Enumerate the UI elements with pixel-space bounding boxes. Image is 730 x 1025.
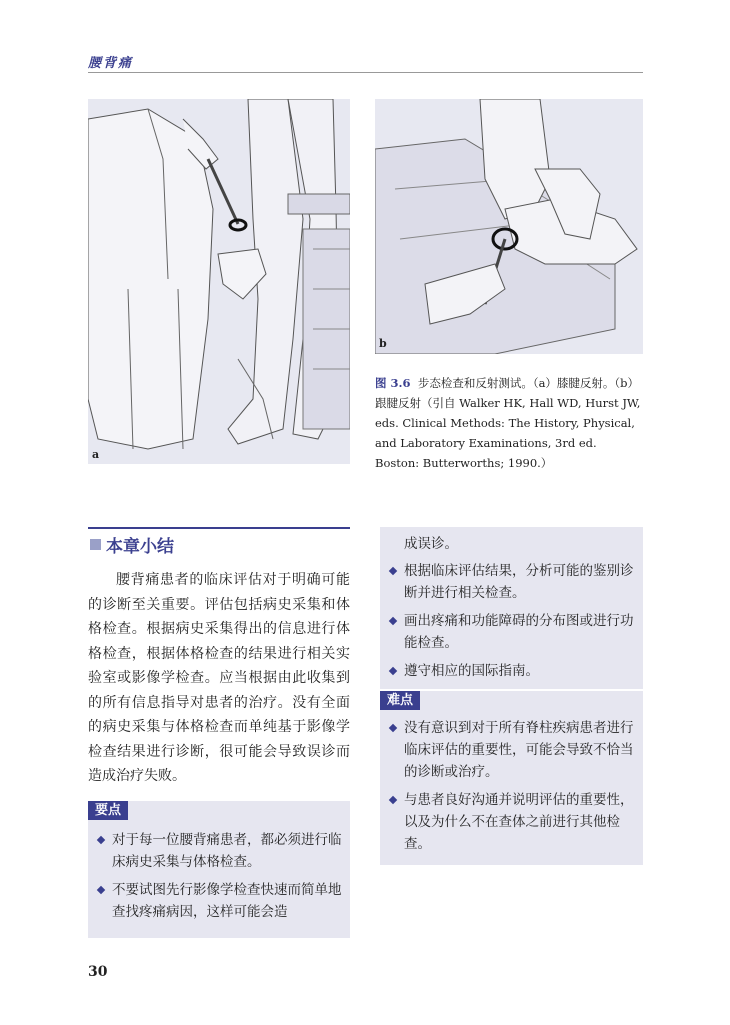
summary-square-icon — [90, 539, 101, 550]
list-item: 不要试图先行影像学检查快速而简单地查找疼痛病因，这样可能会造 — [98, 879, 343, 923]
diamond-bullet-icon — [389, 796, 397, 804]
ankle-reflex-illustration — [375, 99, 643, 354]
caption-number: 图 3.6 — [375, 376, 411, 390]
list-item: 没有意识到对于所有脊柱疾病患者进行临床评估的重要性，可能会导致不恰当的诊断或治疗。 — [390, 717, 635, 783]
difficulties-list — [390, 717, 635, 861]
summary-heading — [88, 527, 350, 559]
figure-label-b: b — [379, 337, 387, 350]
caption-text: 步态检查和反射测试。（a）膝腱反射。（b）跟腱反射（引自 Walker HK, Hall WD, Hurst JW, eds. Clinical Methods: The History, Physical, and Laboratory Examinations, 3rd ed. Boston: Butterworths; 1990.） — [375, 376, 641, 470]
continuation-text: 成误诊。 — [404, 536, 458, 552]
diamond-bullet-icon — [389, 667, 397, 675]
diamond-bullet-icon — [97, 886, 105, 894]
diamond-bullet-icon — [97, 836, 105, 844]
running-header: 腰背痛 — [88, 56, 134, 71]
figure-3-6b-ankle-reflex — [375, 99, 643, 354]
list-item: 画出疼痛和功能障碍的分布图或进行功能检查。 — [390, 610, 635, 654]
key-points-title: 要点 — [88, 801, 128, 820]
key-points-continued-box — [380, 527, 643, 689]
difficulties-box — [380, 691, 643, 865]
summary-title: 本章小结 — [106, 537, 174, 557]
key-points-box — [88, 801, 350, 938]
list-item: 根据临床评估结果，分析可能的鉴别诊断并进行相关检查。 — [390, 560, 635, 604]
difficulties-title: 难点 — [380, 691, 420, 710]
summary-paragraph: 腰背痛患者的临床评估对于明确可能的诊断至关重要。评估包括病史采集和体格检查。根据病史采集得出的信息进行体格检查，根据体格检查的结果进行相关实验室或影像学检查。应当根据由此收集到的所有信息指导对患者的治疗。没有全面的病史采集与体格检查而单纯基于影像学检查结果进行诊断，很可能会导致误诊而造成治疗失败。 — [88, 572, 350, 784]
figure-label-a: a — [92, 448, 100, 461]
knee-reflex-illustration — [88, 99, 350, 464]
figure-caption — [375, 373, 643, 473]
diamond-bullet-icon — [389, 617, 397, 625]
list-item: 对于每一位腰背痛患者，都必须进行临床病史采集与体格检查。 — [98, 829, 343, 873]
continuation-list — [390, 560, 635, 688]
figure-3-6a-knee-reflex — [88, 99, 350, 464]
list-item: 与患者良好沟通并说明评估的重要性，以及为什么不在查体之前进行其他检查。 — [390, 789, 635, 855]
diamond-bullet-icon — [389, 724, 397, 732]
summary-rule — [88, 527, 350, 529]
header-divider — [88, 72, 643, 73]
page-number: 30 — [88, 964, 108, 980]
list-item: 遵守相应的国际指南。 — [390, 660, 635, 682]
diamond-bullet-icon — [389, 567, 397, 575]
key-points-list — [98, 829, 343, 929]
